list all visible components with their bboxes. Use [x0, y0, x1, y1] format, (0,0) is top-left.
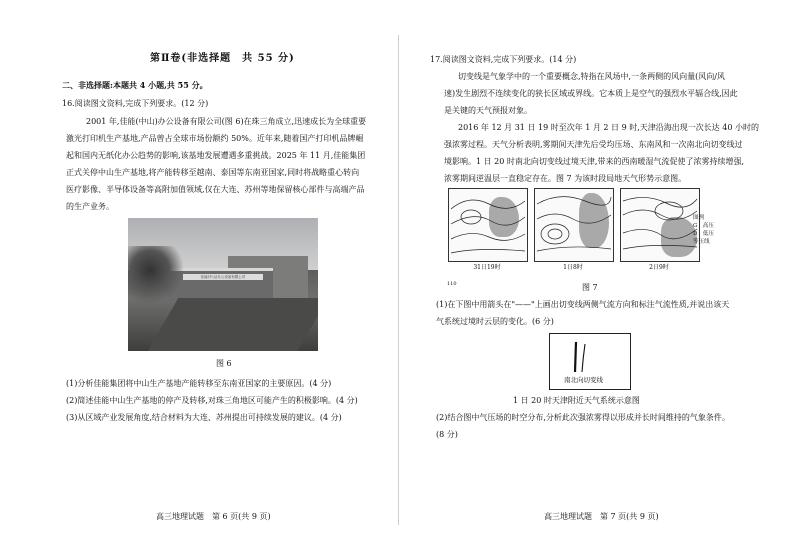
q16-body-line: 激光打印机生产基地,产品曾占全球市场份额约 50%。近年来,随着国产打印机品牌崛: [66, 134, 364, 143]
weather-map-2: [534, 188, 614, 262]
q17-body-line: 切变线是气象学中的一个重要概念,特指在风场中,一条两侧的风向量(风向/风: [458, 72, 725, 81]
shear-line-label: 南北向切变线: [564, 376, 603, 384]
map-tick: 110: [447, 281, 457, 287]
part-title: 二、非选择题:本题共 4 小题,共 55 分。: [62, 80, 208, 90]
isobar-lines: [621, 189, 699, 261]
q16-question-2: (2)简述佳能中山生产基地的停产及转移,对珠三角地区可能产生的积极影响。(4 分): [66, 396, 358, 405]
q17-body-line: 是关键的天气预报对象。: [444, 106, 532, 115]
photo-building: [168, 268, 273, 301]
q16-body-line: 起和国内无纸化办公趋势的影响,该基地发展遭遇多重挑战。2025 年 11 月,佳能集团: [66, 151, 366, 160]
right-footer: 高三地理试题 第 7 页(共 9 页): [544, 512, 659, 521]
section-title: 第Ⅱ卷(非选择题 共 55 分): [150, 53, 295, 64]
q17-body-line: 2016 年 12 月 31 日 19 时至次年 1 月 2 日 9 时,天津沿海出现一次长达 40 小时的: [458, 123, 760, 132]
photo-tree: [128, 246, 183, 306]
map-time-label: 1日8时: [563, 264, 583, 271]
legend-isobar: 等压线: [693, 239, 710, 245]
q17-question-1-cont: 气系统过境时云层的变化。(6 分): [436, 317, 554, 326]
q16-body-line: 医疗影像、半导体设备等高附加值领域,仅在大连、苏州等地保留核心部件与高端产品: [66, 185, 365, 194]
photo-road: [148, 298, 318, 351]
q17-heading: 17.阅读图文资料,完成下列要求。(14 分): [430, 55, 577, 64]
left-footer: 高三地理试题 第 6 页(共 9 页): [156, 512, 271, 521]
fig7-caption: 图 7: [582, 283, 598, 292]
photo-sign-text: 佳能(中山)办公设备有限公司: [200, 275, 246, 279]
shear-lines: [550, 338, 630, 378]
legend-low: D 低压: [693, 231, 714, 237]
legend-title: 图例: [693, 215, 705, 221]
q16-question-3: (3)从区域产业发展角度,结合材料为大连、苏州提出可持续发展的建议。(4 分): [66, 413, 342, 422]
factory-photo: [128, 218, 318, 351]
fig8-caption: 1 日 20 时天津附近天气系统示意图: [513, 396, 640, 405]
q17-question-2: (2)结合图中气压场的时空分布,分析此次强浓雾得以形成并长时间维持的气象条件。: [436, 413, 730, 422]
isobar-lines: [449, 189, 527, 261]
photo-sign: [183, 274, 263, 280]
q16-body-line: 2001 年,佳能(中山)办公设备有限公司(图 6)在珠三角成立,迅速成长为全球重要: [86, 117, 367, 126]
weather-maps-figure: [440, 188, 770, 276]
isobar-lines: [535, 189, 613, 261]
q16-body-line: 正式关停中山生产基地,将产能转移至越南、泰国等东南亚国家,同时将战略重心转向: [66, 168, 360, 177]
map-legend: [693, 214, 714, 246]
q17-question-2-cont: (8 分): [436, 430, 458, 439]
shear-line-diagram: [549, 333, 631, 390]
weather-map-3: [620, 188, 700, 262]
map-time-label: 31日19时: [473, 264, 501, 271]
q16-heading: 16.阅读图文资料,完成下列要求。(12 分): [62, 99, 209, 108]
q17-body-line: 强浓雾过程。天气分析表明,雾期间天津先后受均压场、东南风和一次南北向切变线过: [444, 140, 743, 149]
weather-map-1: [448, 188, 528, 262]
q16-body-line: 的生产业务。: [66, 202, 114, 211]
fig6-caption: 图 6: [216, 359, 232, 368]
q17-body-line: 速)发生剧烈不连续变化的狭长区域或界线。它本质上是空气的强烈水平辐合线,因此: [444, 89, 738, 98]
q17-question-1: (1)在下图中用箭头在"——"上画出切变线两侧气流方向和标注气流性质,并说出该天: [436, 300, 730, 309]
q17-body-line: 境影响。1 日 20 时南北向切变线过境天津,带来的西南暖湿气流促使了浓雾持续增强,: [444, 157, 744, 166]
q16-question-1: (1)分析佳能集团将中山生产基地产能转移至东南亚国家的主要原因。(4 分): [66, 379, 332, 388]
right-page: [400, 0, 800, 558]
q17-body-line: 浓雾期间逆温层一直稳定存在。图 7 为该时段局地天气形势示意图。: [444, 174, 687, 183]
legend-high: G 高压: [693, 223, 714, 229]
map-time-label: 2日9时: [649, 264, 669, 271]
